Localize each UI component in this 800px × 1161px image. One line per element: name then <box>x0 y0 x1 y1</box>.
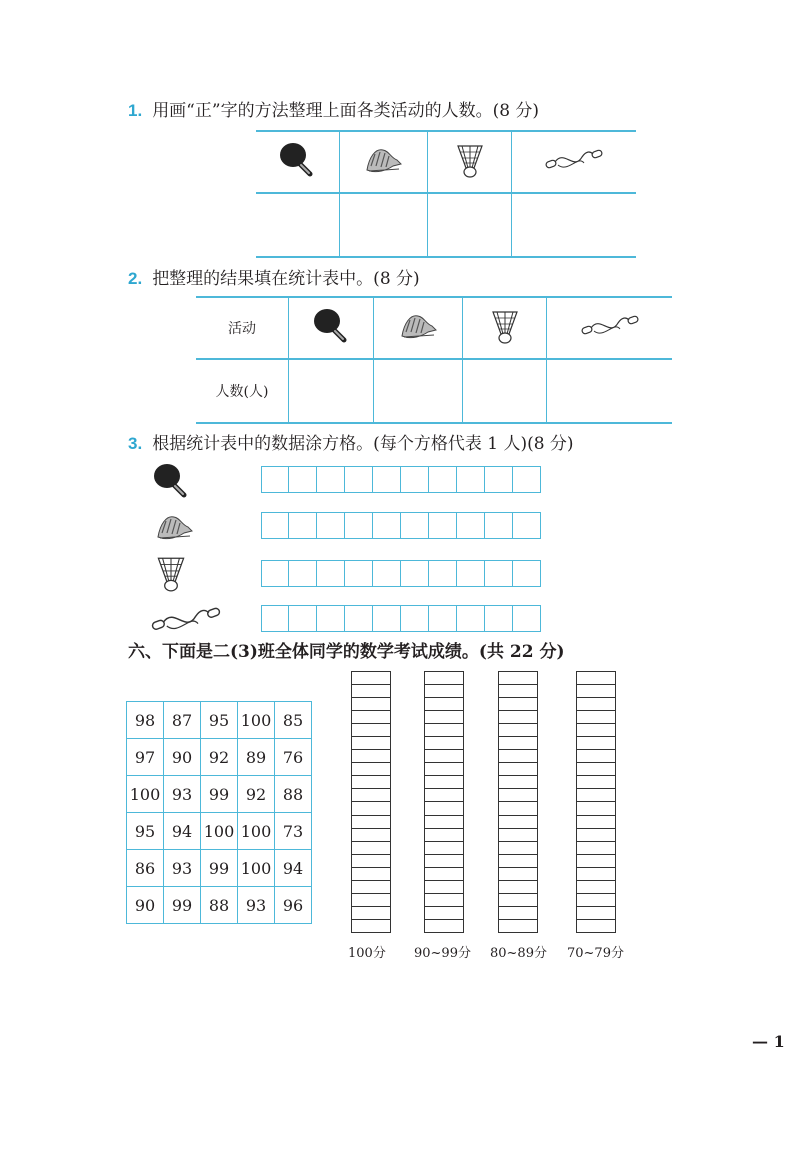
tally-segment[interactable] <box>425 697 463 710</box>
grid-cell[interactable] <box>373 605 401 632</box>
score-cell: 93 <box>164 850 201 887</box>
grid-cell[interactable] <box>485 560 513 587</box>
score-cell: 100 <box>238 813 275 850</box>
grid-cell[interactable] <box>289 560 317 587</box>
grid-cell[interactable] <box>513 560 541 587</box>
tally-segment[interactable] <box>499 736 537 749</box>
tally-segment[interactable] <box>499 684 537 697</box>
tally-segment[interactable] <box>499 762 537 775</box>
count-cell[interactable] <box>373 359 462 423</box>
score-cell: 100 <box>238 850 275 887</box>
grid-cell[interactable] <box>261 466 289 493</box>
tally-segment[interactable] <box>577 697 615 710</box>
tally-column-70-79[interactable] <box>576 671 616 933</box>
grid-cell[interactable] <box>401 560 429 587</box>
ping-pong-paddle-icon <box>150 461 192 501</box>
tally-segment[interactable] <box>352 723 390 736</box>
row-label-activity: 活动 <box>196 297 289 359</box>
shuttlecock-icon <box>450 140 490 180</box>
score-cell: 95 <box>201 702 238 739</box>
dragon-dance-icon <box>152 507 196 547</box>
grid-cell[interactable] <box>457 560 485 587</box>
stat-header-paddle <box>289 297 374 359</box>
stat-header-dragon <box>373 297 462 359</box>
grid-row-paddle <box>261 466 541 493</box>
count-cell[interactable] <box>289 359 374 423</box>
count-cell[interactable] <box>547 359 672 423</box>
row-label-count: 人数(人) <box>196 359 289 423</box>
grid-cell[interactable] <box>401 466 429 493</box>
dragon-dance-icon <box>362 140 404 180</box>
question-text: 把整理的结果填在统计表中。(8 分) <box>152 269 420 289</box>
tally-segment[interactable] <box>499 906 537 919</box>
question-text: 用画“正”字的方法整理上面各类活动的人数。(8 分) <box>152 101 540 121</box>
tally-segment[interactable] <box>352 788 390 801</box>
tally-cell[interactable] <box>512 193 636 257</box>
tally-segment[interactable] <box>352 906 390 919</box>
dragon-dance-icon <box>397 306 439 346</box>
tally-segment[interactable] <box>352 919 390 932</box>
tally-segment[interactable] <box>577 775 615 788</box>
tally-segment[interactable] <box>352 684 390 697</box>
tally-column-90-99[interactable] <box>424 671 464 933</box>
tally-segment[interactable] <box>352 867 390 880</box>
tally-segment[interactable] <box>577 906 615 919</box>
tally-segment[interactable] <box>425 723 463 736</box>
score-cell: 73 <box>275 813 312 850</box>
tally-segment[interactable] <box>577 736 615 749</box>
grid-cell[interactable] <box>513 512 541 539</box>
grid-cell[interactable] <box>485 512 513 539</box>
tally-segment[interactable] <box>425 801 463 814</box>
tally-header-rope <box>512 131 636 193</box>
question-1-title <box>128 100 539 122</box>
jump-rope-icon <box>544 145 604 175</box>
grid-cell[interactable] <box>513 605 541 632</box>
grid-cell[interactable] <box>373 466 401 493</box>
tally-segment[interactable] <box>425 841 463 854</box>
score-cell: 87 <box>164 702 201 739</box>
grid-cell[interactable] <box>429 605 457 632</box>
tally-segment[interactable] <box>425 749 463 762</box>
score-cell: 100 <box>201 813 238 850</box>
score-cell: 88 <box>275 776 312 813</box>
tally-segment[interactable] <box>499 801 537 814</box>
column-label: 100分 <box>348 946 386 961</box>
score-cell: 99 <box>164 887 201 924</box>
jump-rope-icon <box>146 602 226 638</box>
score-cell: 88 <box>201 887 238 924</box>
grid-cell[interactable] <box>429 466 457 493</box>
grid-row-rope <box>261 605 541 632</box>
grid-cell[interactable] <box>345 605 373 632</box>
tally-segment[interactable] <box>352 710 390 723</box>
score-cell: 100 <box>238 702 275 739</box>
grid-cell[interactable] <box>401 605 429 632</box>
tally-segment[interactable] <box>577 919 615 932</box>
tally-segment[interactable] <box>352 880 390 893</box>
score-cell: 92 <box>238 776 275 813</box>
tally-segment[interactable] <box>425 762 463 775</box>
tally-segment[interactable] <box>577 841 615 854</box>
grid-cell[interactable] <box>429 512 457 539</box>
shuttlecock-icon <box>150 552 192 594</box>
grid-cell[interactable] <box>429 560 457 587</box>
question-text: 根据统计表中的数据涂方格。(每个方格代表 1 人)(8 分) <box>152 434 574 454</box>
grid-cell[interactable] <box>317 605 345 632</box>
tally-segment[interactable] <box>425 854 463 867</box>
score-cell: 99 <box>201 850 238 887</box>
grid-cell[interactable] <box>261 512 289 539</box>
question-number: 3. <box>128 434 143 453</box>
score-cell: 90 <box>127 887 164 924</box>
score-cell: 97 <box>127 739 164 776</box>
column-label: 90~99分 <box>414 946 471 961</box>
grid-cell[interactable] <box>457 466 485 493</box>
tally-segment[interactable] <box>425 893 463 906</box>
grid-cell[interactable] <box>317 560 345 587</box>
tally-segment[interactable] <box>425 906 463 919</box>
tally-segment[interactable] <box>352 775 390 788</box>
tally-segment[interactable] <box>352 854 390 867</box>
tally-header-dragon <box>339 131 427 193</box>
score-cell: 100 <box>127 776 164 813</box>
score-cell: 90 <box>164 739 201 776</box>
grid-cell[interactable] <box>373 512 401 539</box>
score-cell: 96 <box>275 887 312 924</box>
statistics-table <box>196 296 672 424</box>
score-cell: 76 <box>275 739 312 776</box>
tally-segment[interactable] <box>425 828 463 841</box>
tally-segment[interactable] <box>425 880 463 893</box>
tally-segment[interactable] <box>577 723 615 736</box>
ping-pong-paddle-icon <box>311 306 351 346</box>
grid-cell[interactable] <box>289 466 317 493</box>
score-cell: 93 <box>238 887 275 924</box>
tally-segment[interactable] <box>425 684 463 697</box>
grid-cell[interactable] <box>289 605 317 632</box>
tally-segment[interactable] <box>425 788 463 801</box>
tally-segment[interactable] <box>352 697 390 710</box>
score-cell: 99 <box>201 776 238 813</box>
tally-segment[interactable] <box>352 801 390 814</box>
tally-segment[interactable] <box>499 841 537 854</box>
shuttlecock-icon <box>485 306 525 346</box>
grid-cell[interactable] <box>485 466 513 493</box>
tally-segment[interactable] <box>352 828 390 841</box>
tally-segment[interactable] <box>352 749 390 762</box>
tally-segment[interactable] <box>425 815 463 828</box>
grid-cell[interactable] <box>457 512 485 539</box>
question-number: 1. <box>128 101 143 120</box>
tally-segment[interactable] <box>577 684 615 697</box>
score-cell: 93 <box>164 776 201 813</box>
grid-cell[interactable] <box>289 512 317 539</box>
grid-cell[interactable] <box>485 605 513 632</box>
tally-segment[interactable] <box>577 828 615 841</box>
grid-cell[interactable] <box>317 466 345 493</box>
score-cell: 85 <box>275 702 312 739</box>
jump-rope-icon <box>580 311 640 341</box>
tally-segment[interactable] <box>499 788 537 801</box>
score-cell: 94 <box>164 813 201 850</box>
count-cell[interactable] <box>462 359 547 423</box>
tally-segment[interactable] <box>352 841 390 854</box>
grid-cell[interactable] <box>457 605 485 632</box>
grid-cell[interactable] <box>345 466 373 493</box>
tally-segment[interactable] <box>425 867 463 880</box>
tally-segment[interactable] <box>577 854 615 867</box>
score-cell: 98 <box>127 702 164 739</box>
question-2-title <box>128 268 420 290</box>
tally-segment[interactable] <box>577 672 615 684</box>
section-6-title: 六、下面是二(3)班全体同学的数学考试成绩。(共 22 分) <box>128 642 565 662</box>
tally-segment[interactable] <box>352 736 390 749</box>
tally-column-80-89[interactable] <box>498 671 538 933</box>
tally-segment[interactable] <box>499 815 537 828</box>
grid-cell[interactable] <box>345 512 373 539</box>
tally-segment[interactable] <box>499 775 537 788</box>
tally-cell[interactable] <box>428 193 512 257</box>
tally-segment[interactable] <box>577 801 615 814</box>
column-label: 80~89分 <box>490 946 547 961</box>
grid-cell[interactable] <box>345 560 373 587</box>
tally-segment[interactable] <box>352 762 390 775</box>
tally-segment[interactable] <box>425 775 463 788</box>
tally-segment[interactable] <box>499 880 537 893</box>
tally-cell[interactable] <box>256 193 339 257</box>
score-cell: 92 <box>201 739 238 776</box>
tally-segment[interactable] <box>499 854 537 867</box>
grid-row-dragon <box>261 512 541 539</box>
tally-segment[interactable] <box>577 815 615 828</box>
score-cell: 95 <box>127 813 164 850</box>
tally-segment[interactable] <box>499 723 537 736</box>
tally-segment[interactable] <box>499 919 537 932</box>
grid-cell[interactable] <box>261 605 289 632</box>
tally-segment[interactable] <box>577 867 615 880</box>
grid-cell[interactable] <box>513 466 541 493</box>
ping-pong-paddle-icon <box>277 140 317 180</box>
tally-segment[interactable] <box>425 672 463 684</box>
page-number: — 1 <box>752 1032 785 1051</box>
column-label: 70~79分 <box>567 946 624 961</box>
tally-segment[interactable] <box>577 788 615 801</box>
tally-cell[interactable] <box>339 193 427 257</box>
tally-segment[interactable] <box>352 815 390 828</box>
tally-segment[interactable] <box>499 749 537 762</box>
score-cell: 86 <box>127 850 164 887</box>
tally-segment[interactable] <box>577 710 615 723</box>
tally-segment[interactable] <box>425 919 463 932</box>
grid-cell[interactable] <box>317 512 345 539</box>
tally-segment[interactable] <box>499 697 537 710</box>
tally-header-paddle <box>256 131 339 193</box>
question-3-title <box>128 433 574 455</box>
stat-header-shuttle <box>462 297 547 359</box>
tally-segment[interactable] <box>352 672 390 684</box>
tally-header-shuttle <box>428 131 512 193</box>
tally-segment[interactable] <box>499 672 537 684</box>
tally-segment[interactable] <box>577 762 615 775</box>
tally-segment[interactable] <box>499 710 537 723</box>
score-cell: 89 <box>238 739 275 776</box>
grid-row-shuttle <box>261 560 541 587</box>
tally-column-100[interactable] <box>351 671 391 933</box>
tally-segment[interactable] <box>425 710 463 723</box>
tally-segment[interactable] <box>577 880 615 893</box>
scores-table <box>126 701 312 924</box>
score-cell: 94 <box>275 850 312 887</box>
tally-segment[interactable] <box>425 736 463 749</box>
grid-cell[interactable] <box>401 512 429 539</box>
tally-segment[interactable] <box>577 893 615 906</box>
tally-segment[interactable] <box>577 749 615 762</box>
grid-cell[interactable] <box>261 560 289 587</box>
tally-segment[interactable] <box>352 893 390 906</box>
question-number: 2. <box>128 269 143 288</box>
tally-segment[interactable] <box>499 893 537 906</box>
tally-table <box>256 130 636 258</box>
tally-segment[interactable] <box>499 828 537 841</box>
grid-cell[interactable] <box>373 560 401 587</box>
tally-segment[interactable] <box>499 867 537 880</box>
stat-header-rope <box>547 297 672 359</box>
